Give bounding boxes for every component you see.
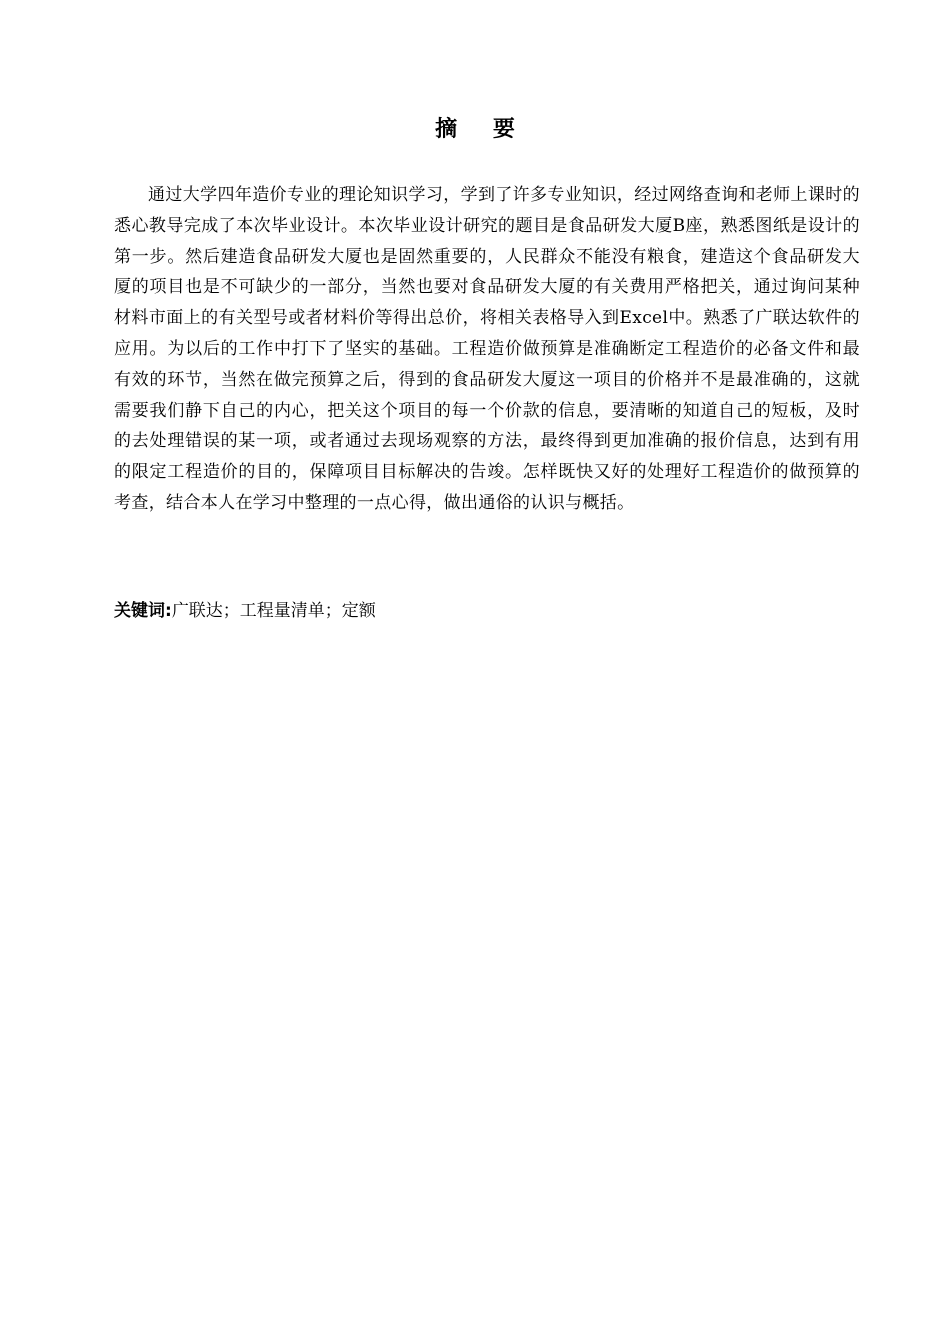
abstract-title: 摘 要 [435,117,529,142]
keywords-value: 广联达；工程量清单；定额 [171,601,376,621]
keywords-label: 关键词: [114,601,172,621]
abstract-paragraph: 通过大学四年造价专业的理论知识学习，学到了许多专业知识，经过网络查询和老师上课时的悉心教导完成了本次毕业设计。本次毕业设计研究的题目是食品研发大厦B座，熟悉图纸是设计的第一步。然后建造食品研发大厦也是固然重要的，人民群众不能没有粮食，建造这个食品研发大厦的项目也是不可缺少的一部分，当然也要对食品研发大厦的有关费用严格把关，通过询问某种材料市面上的有关型号或者材料价等得出总价，将相关表格导入到Excel中。熟悉了广联达软件的应用。为以后的工作中打下了坚实的基础。工程造价做预算是准确断定工程造价的必备文件和最有效的环节，当然在做完预算之后，得到的食品研发大厦这一项目的价格并不是最准确的，这就需要我们静下自己的内心，把关这个项目的每一个价款的信息，要清晰的知道自己的短板，及时的去处理错误的某一项，或者通过去现场观察的方法，最终得到更加准确的报价信息，达到有用的限定工程造价的目的，保障项目目标解决的告竣。怎样既快又好的处理好工程造价的做预算的考查，结合本人在学习中整理的一点心得，做出通俗的认识与概括。 [114,185,860,513]
keywords-line [114,596,860,626]
